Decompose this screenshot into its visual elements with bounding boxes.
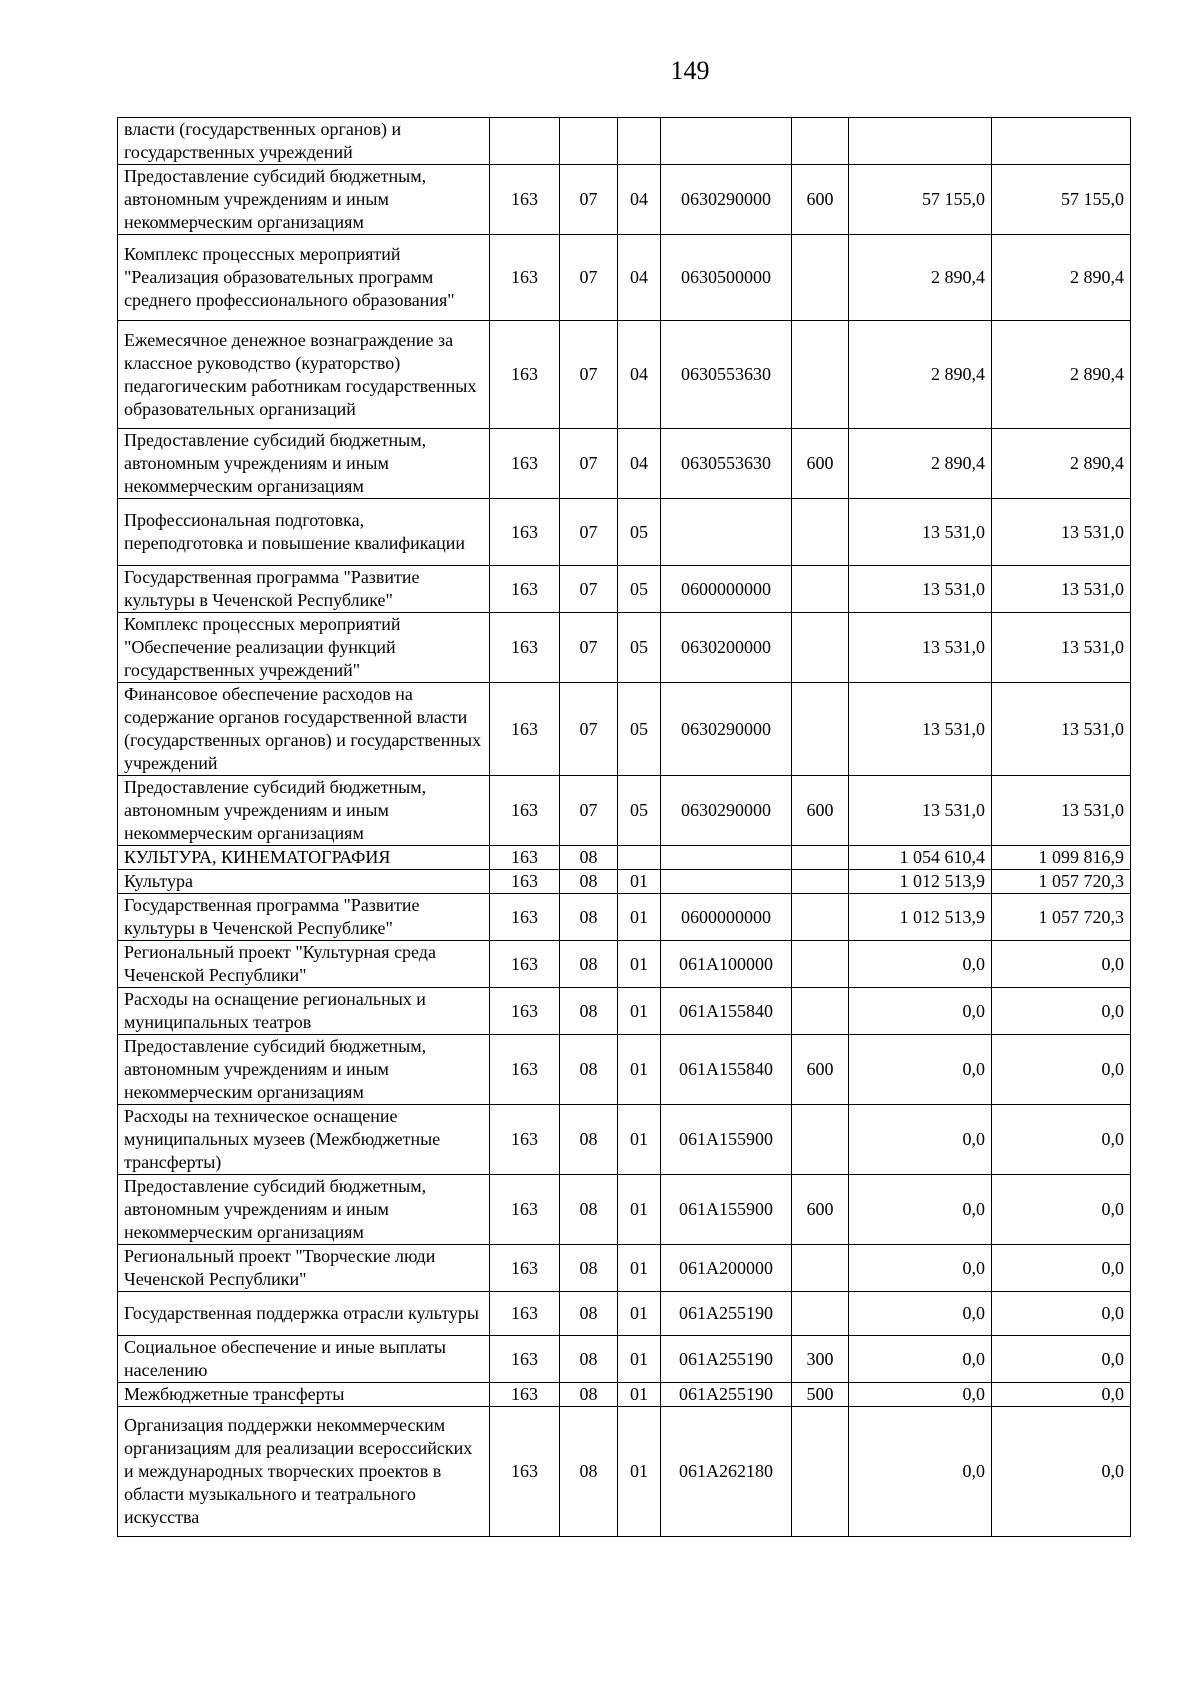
cell-expense-type <box>792 870 849 894</box>
cell-amount-year1: 0,0 <box>849 1175 992 1245</box>
cell-name: Региональный проект "Творческие люди Чеченской Республики" <box>118 1245 490 1292</box>
cell-grbs: 163 <box>490 499 560 566</box>
cell-amount-year1: 1 054 610,4 <box>849 846 992 870</box>
cell-amount-year1: 1 012 513,9 <box>849 894 992 941</box>
cell-grbs: 163 <box>490 941 560 988</box>
cell-subsection: 04 <box>618 165 661 235</box>
cell-amount-year1: 0,0 <box>849 988 992 1035</box>
cell-amount-year2: 13 531,0 <box>992 776 1131 846</box>
cell-amount-year2: 1 057 720,3 <box>992 870 1131 894</box>
cell-target-article: 061А262180 <box>661 1407 792 1537</box>
cell-grbs: 163 <box>490 1175 560 1245</box>
cell-expense-type <box>792 683 849 776</box>
cell-amount-year2: 0,0 <box>992 1245 1131 1292</box>
cell-section: 08 <box>560 1383 618 1407</box>
cell-section: 08 <box>560 1292 618 1336</box>
cell-name: Организация поддержки некоммерческим организациям для реализации всероссийских и международных творческих проектов в области музыкального и театрального искусства <box>118 1407 490 1537</box>
cell-subsection: 04 <box>618 321 661 429</box>
cell-amount-year1: 13 531,0 <box>849 613 992 683</box>
cell-subsection: 05 <box>618 683 661 776</box>
cell-grbs: 163 <box>490 1245 560 1292</box>
cell-target-article: 061А155840 <box>661 988 792 1035</box>
cell-section: 07 <box>560 566 618 613</box>
cell-expense-type: 500 <box>792 1383 849 1407</box>
cell-name: Межбюджетные трансферты <box>118 1383 490 1407</box>
cell-grbs: 163 <box>490 1336 560 1383</box>
cell-subsection: 01 <box>618 1292 661 1336</box>
table-row <box>118 1336 1131 1383</box>
cell-name: власти (государственных органов) и государственных учреждений <box>118 118 490 165</box>
cell-target-article: 0630553630 <box>661 321 792 429</box>
cell-amount-year2: 0,0 <box>992 1407 1131 1537</box>
cell-target-article: 061А155840 <box>661 1035 792 1105</box>
cell-section: 07 <box>560 613 618 683</box>
table-row <box>118 683 1131 776</box>
cell-section <box>560 118 618 165</box>
cell-subsection: 05 <box>618 776 661 846</box>
cell-expense-type <box>792 1245 849 1292</box>
cell-subsection <box>618 118 661 165</box>
cell-amount-year2: 13 531,0 <box>992 499 1131 566</box>
cell-section: 08 <box>560 941 618 988</box>
table-row <box>118 1383 1131 1407</box>
cell-expense-type <box>792 235 849 321</box>
cell-expense-type <box>792 894 849 941</box>
cell-amount-year1: 13 531,0 <box>849 683 992 776</box>
cell-name: Предоставление субсидий бюджетным, автономным учреждениям и иным некоммерческим организациям <box>118 776 490 846</box>
table-row <box>118 941 1131 988</box>
cell-expense-type <box>792 499 849 566</box>
cell-name: Комплекс процессных мероприятий "Реализация образовательных программ среднего профессионального образования" <box>118 235 490 321</box>
cell-amount-year1: 2 890,4 <box>849 429 992 499</box>
cell-expense-type <box>792 566 849 613</box>
cell-expense-type <box>792 1407 849 1537</box>
cell-grbs: 163 <box>490 894 560 941</box>
cell-grbs: 163 <box>490 1383 560 1407</box>
cell-amount-year2: 0,0 <box>992 1105 1131 1175</box>
cell-subsection: 01 <box>618 988 661 1035</box>
cell-grbs: 163 <box>490 846 560 870</box>
cell-subsection: 05 <box>618 566 661 613</box>
cell-section: 07 <box>560 683 618 776</box>
cell-target-article <box>661 870 792 894</box>
cell-amount-year2: 0,0 <box>992 1035 1131 1105</box>
table-body <box>118 118 1131 1537</box>
cell-expense-type <box>792 118 849 165</box>
table-row <box>118 118 1131 165</box>
cell-target-article: 0600000000 <box>661 894 792 941</box>
cell-target-article <box>661 499 792 566</box>
cell-target-article: 061А200000 <box>661 1245 792 1292</box>
cell-grbs: 163 <box>490 776 560 846</box>
cell-grbs: 163 <box>490 988 560 1035</box>
table-row <box>118 321 1131 429</box>
table-row <box>118 846 1131 870</box>
table-row <box>118 1175 1131 1245</box>
cell-amount-year1: 13 531,0 <box>849 499 992 566</box>
cell-amount-year1: 0,0 <box>849 1407 992 1537</box>
table-row <box>118 1105 1131 1175</box>
cell-amount-year1: 0,0 <box>849 1383 992 1407</box>
cell-section: 08 <box>560 1035 618 1105</box>
cell-grbs: 163 <box>490 1035 560 1105</box>
cell-amount-year1 <box>849 118 992 165</box>
cell-subsection: 01 <box>618 1035 661 1105</box>
table-row <box>118 894 1131 941</box>
cell-name: Государственная программа "Развитие культуры в Чеченской Республике" <box>118 566 490 613</box>
cell-target-article: 061А155900 <box>661 1105 792 1175</box>
cell-expense-type: 600 <box>792 1035 849 1105</box>
cell-name: Финансовое обеспечение расходов на содержание органов государственной власти (государственных органов) и государственных учреждений <box>118 683 490 776</box>
cell-name: Ежемесячное денежное вознаграждение за классное руководство (кураторство) педагогическим работникам государственных образовательных организаций <box>118 321 490 429</box>
cell-section: 07 <box>560 776 618 846</box>
cell-name: Профессиональная подготовка, переподготовка и повышение квалификации <box>118 499 490 566</box>
cell-grbs: 163 <box>490 1292 560 1336</box>
cell-subsection: 05 <box>618 613 661 683</box>
cell-section: 08 <box>560 870 618 894</box>
cell-name: Предоставление субсидий бюджетным, автономным учреждениям и иным некоммерческим организациям <box>118 429 490 499</box>
cell-name: Комплекс процессных мероприятий "Обеспечение реализации функций государственных учреждений" <box>118 613 490 683</box>
budget-table <box>117 117 1131 1537</box>
cell-section: 08 <box>560 1336 618 1383</box>
table-row <box>118 776 1131 846</box>
cell-grbs: 163 <box>490 165 560 235</box>
cell-subsection: 05 <box>618 499 661 566</box>
cell-amount-year2: 13 531,0 <box>992 566 1131 613</box>
cell-amount-year1: 0,0 <box>849 941 992 988</box>
cell-name: Предоставление субсидий бюджетным, автономным учреждениям и иным некоммерческим организациям <box>118 1175 490 1245</box>
cell-grbs: 163 <box>490 870 560 894</box>
cell-subsection: 01 <box>618 1105 661 1175</box>
cell-grbs: 163 <box>490 683 560 776</box>
cell-section: 07 <box>560 321 618 429</box>
cell-section: 08 <box>560 1407 618 1537</box>
cell-amount-year1: 0,0 <box>849 1245 992 1292</box>
table-row <box>118 566 1131 613</box>
cell-expense-type: 600 <box>792 165 849 235</box>
table-row <box>118 1407 1131 1537</box>
cell-amount-year2 <box>992 118 1131 165</box>
cell-section: 07 <box>560 499 618 566</box>
table-row <box>118 1035 1131 1105</box>
cell-amount-year2: 0,0 <box>992 1336 1131 1383</box>
cell-name: Предоставление субсидий бюджетным, автономным учреждениям и иным некоммерческим организациям <box>118 1035 490 1105</box>
cell-target-article: 0630200000 <box>661 613 792 683</box>
cell-target-article <box>661 118 792 165</box>
cell-amount-year2: 0,0 <box>992 1175 1131 1245</box>
cell-amount-year2: 2 890,4 <box>992 429 1131 499</box>
cell-target-article: 0630553630 <box>661 429 792 499</box>
cell-expense-type <box>792 1105 849 1175</box>
cell-expense-type <box>792 988 849 1035</box>
cell-grbs <box>490 118 560 165</box>
cell-name: Региональный проект "Культурная среда Чеченской Республики" <box>118 941 490 988</box>
cell-expense-type: 600 <box>792 776 849 846</box>
cell-subsection: 01 <box>618 894 661 941</box>
cell-amount-year1: 2 890,4 <box>849 321 992 429</box>
cell-subsection: 01 <box>618 1383 661 1407</box>
cell-section: 07 <box>560 235 618 321</box>
cell-amount-year1: 57 155,0 <box>849 165 992 235</box>
cell-target-article <box>661 846 792 870</box>
cell-name: Социальное обеспечение и иные выплаты населению <box>118 1336 490 1383</box>
cell-grbs: 163 <box>490 1105 560 1175</box>
cell-amount-year1: 0,0 <box>849 1035 992 1105</box>
cell-amount-year2: 2 890,4 <box>992 235 1131 321</box>
cell-section: 07 <box>560 165 618 235</box>
cell-target-article: 0600000000 <box>661 566 792 613</box>
table-row <box>118 499 1131 566</box>
cell-grbs: 163 <box>490 235 560 321</box>
cell-amount-year2: 1 057 720,3 <box>992 894 1131 941</box>
cell-name: КУЛЬТУРА, КИНЕМАТОГРАФИЯ <box>118 846 490 870</box>
cell-amount-year2: 0,0 <box>992 941 1131 988</box>
cell-subsection: 04 <box>618 235 661 321</box>
cell-target-article: 061А100000 <box>661 941 792 988</box>
table-row <box>118 1292 1131 1336</box>
cell-amount-year2: 13 531,0 <box>992 683 1131 776</box>
table-row <box>118 870 1131 894</box>
cell-name: Государственная программа "Развитие культуры в Чеченской Республике" <box>118 894 490 941</box>
cell-section: 08 <box>560 1105 618 1175</box>
cell-expense-type <box>792 1292 849 1336</box>
cell-expense-type <box>792 846 849 870</box>
cell-amount-year1: 2 890,4 <box>849 235 992 321</box>
cell-amount-year2: 1 099 816,9 <box>992 846 1131 870</box>
cell-amount-year1: 1 012 513,9 <box>849 870 992 894</box>
table-row <box>118 988 1131 1035</box>
cell-amount-year1: 13 531,0 <box>849 776 992 846</box>
cell-name: Расходы на оснащение региональных и муниципальных театров <box>118 988 490 1035</box>
cell-target-article: 0630290000 <box>661 165 792 235</box>
cell-amount-year2: 0,0 <box>992 1383 1131 1407</box>
cell-amount-year1: 0,0 <box>849 1105 992 1175</box>
cell-grbs: 163 <box>490 566 560 613</box>
cell-section: 08 <box>560 894 618 941</box>
cell-amount-year2: 57 155,0 <box>992 165 1131 235</box>
cell-amount-year1: 0,0 <box>849 1292 992 1336</box>
cell-expense-type: 600 <box>792 429 849 499</box>
cell-target-article: 061А255190 <box>661 1336 792 1383</box>
cell-expense-type <box>792 613 849 683</box>
cell-section: 08 <box>560 1175 618 1245</box>
cell-subsection <box>618 846 661 870</box>
cell-grbs: 163 <box>490 321 560 429</box>
page-number: 149 <box>670 56 710 85</box>
cell-name: Культура <box>118 870 490 894</box>
cell-expense-type <box>792 321 849 429</box>
table-row <box>118 235 1131 321</box>
cell-subsection: 01 <box>618 1407 661 1537</box>
cell-amount-year2: 0,0 <box>992 988 1131 1035</box>
cell-target-article: 0630290000 <box>661 683 792 776</box>
cell-expense-type: 300 <box>792 1336 849 1383</box>
cell-target-article: 0630500000 <box>661 235 792 321</box>
cell-grbs: 163 <box>490 1407 560 1537</box>
cell-section: 08 <box>560 846 618 870</box>
cell-expense-type <box>792 941 849 988</box>
cell-amount-year2: 0,0 <box>992 1292 1131 1336</box>
cell-expense-type: 600 <box>792 1175 849 1245</box>
cell-subsection: 01 <box>618 870 661 894</box>
cell-subsection: 01 <box>618 1245 661 1292</box>
cell-name: Государственная поддержка отрасли культуры <box>118 1292 490 1336</box>
cell-name: Расходы на техническое оснащение муниципальных музеев (Межбюджетные трансферты) <box>118 1105 490 1175</box>
table-row <box>118 1245 1131 1292</box>
table-row <box>118 165 1131 235</box>
cell-subsection: 01 <box>618 1175 661 1245</box>
cell-amount-year1: 0,0 <box>849 1336 992 1383</box>
cell-grbs: 163 <box>490 429 560 499</box>
cell-subsection: 01 <box>618 1336 661 1383</box>
cell-grbs: 163 <box>490 613 560 683</box>
cell-amount-year2: 2 890,4 <box>992 321 1131 429</box>
cell-target-article: 061А255190 <box>661 1383 792 1407</box>
cell-name: Предоставление субсидий бюджетным, автономным учреждениям и иным некоммерческим организациям <box>118 165 490 235</box>
cell-subsection: 01 <box>618 941 661 988</box>
cell-amount-year1: 13 531,0 <box>849 566 992 613</box>
cell-target-article: 0630290000 <box>661 776 792 846</box>
cell-target-article: 061А255190 <box>661 1292 792 1336</box>
cell-subsection: 04 <box>618 429 661 499</box>
cell-section: 08 <box>560 988 618 1035</box>
table-row <box>118 613 1131 683</box>
cell-amount-year2: 13 531,0 <box>992 613 1131 683</box>
cell-section: 08 <box>560 1245 618 1292</box>
cell-section: 07 <box>560 429 618 499</box>
cell-target-article: 061А155900 <box>661 1175 792 1245</box>
table-row <box>118 429 1131 499</box>
